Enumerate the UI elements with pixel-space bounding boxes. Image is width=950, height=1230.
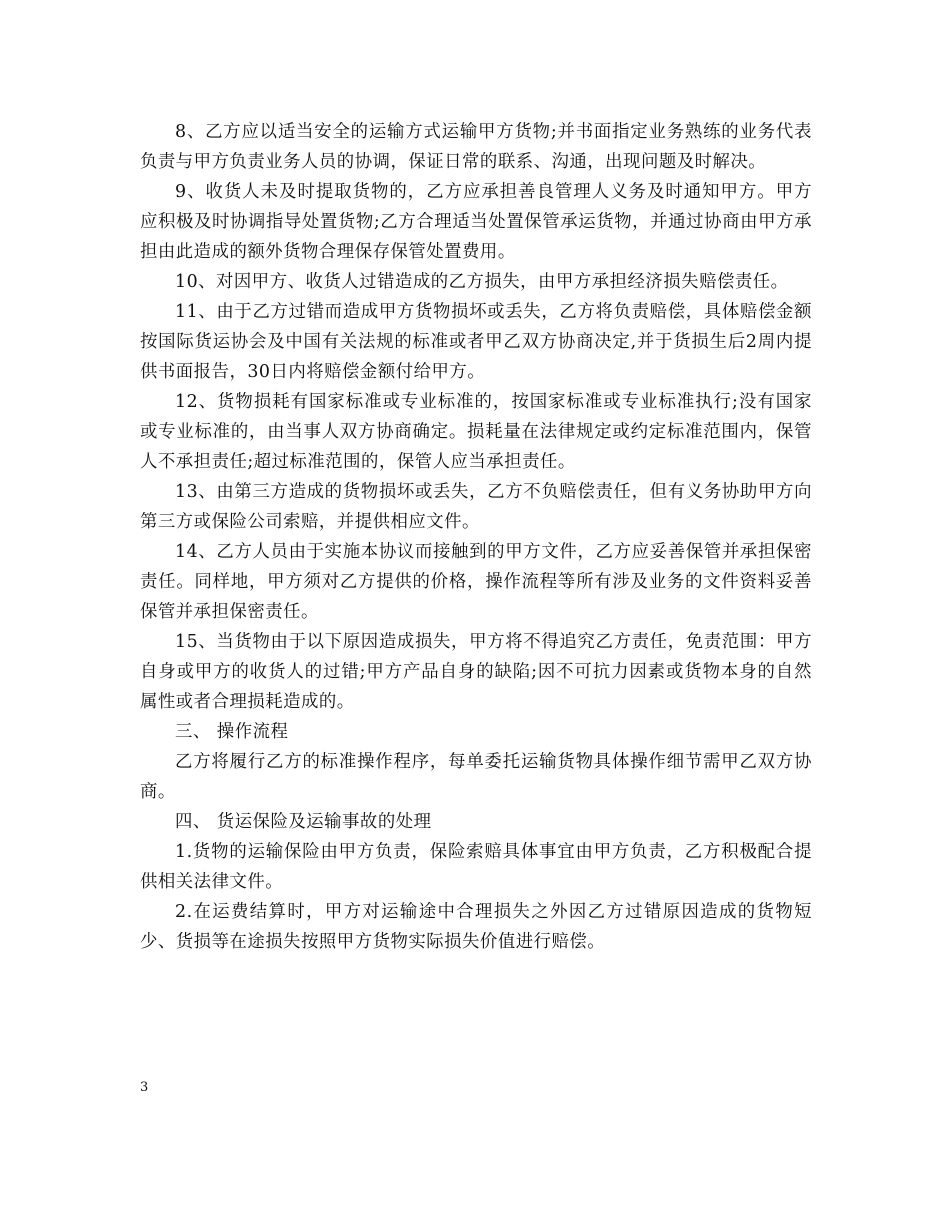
operation-process-text: 乙方将履行乙方的标准操作程序，每单委托运输货物具体操作细节需甲乙双方协商。 xyxy=(140,752,812,802)
page-number: 3 xyxy=(140,1080,149,1095)
clause-13: 13、由第三方造成的货物损坏或丢失，乙方不负赔偿责任，但有义务协助甲方向第三方或保险公司索赔，并提供相应文件。 xyxy=(140,482,812,532)
clause-14: 14、乙方人员由于实施本协议而接触到的甲方文件，乙方应妥善保管并承担保密责任。同样地，甲方须对乙方提供的价格，操作流程等所有涉及业务的文件资料妥善保管并承担保密责任。 xyxy=(140,542,812,622)
clause-8: 8、乙方应以适当安全的运输方式运输甲方货物;并书面指定业务熟练的业务代表负责与甲方负责业务人员的协调，保证日常的联系、沟通，出现问题及时解决。 xyxy=(140,122,812,172)
clause-10: 10、对因甲方、收货人过错造成的乙方损失，由甲方承担经济损失赔偿责任。 xyxy=(175,272,789,292)
clause-9: 9、收货人未及时提取货物的，乙方应承担善良管理人义务及时通知甲方。甲方应积极及时协调指导处置货物;乙方合理适当处置保管承运货物，并通过协商由甲方承担由此造成的额外货物合理保存保管处置费用。 xyxy=(140,182,812,262)
section-heading-insurance: 四、 货运保险及运输事故的处理 xyxy=(175,812,432,832)
insurance-clause-2: 2.在运费结算时，甲方对运输途中合理损失之外因乙方过错原因造成的货物短少、货损等在途损失按照甲方货物实际损失价值进行赔偿。 xyxy=(140,902,812,952)
clause-12: 12、货物损耗有国家标准或专业标准的，按国家标准或专业标准执行;没有国家或专业标准的，由当事人双方协商确定。损耗量在法律规定或约定标准范围内，保管人不承担责任;超过标准范围的，保管人应当承担责任。 xyxy=(140,392,812,472)
insurance-clause-1: 1.货物的运输保险由甲方负责，保险索赔具体事宜由甲方负责，乙方积极配合提供相关法律文件。 xyxy=(140,842,812,892)
clause-15: 15、当货物由于以下原因造成损失，甲方将不得追究乙方责任，免责范围：甲方自身或甲方的收货人的过错;甲方产品自身的缺陷;因不可抗力因素或货物本身的自然属性或者合理损耗造成的。 xyxy=(140,632,812,712)
document-body xyxy=(140,117,812,957)
clause-11: 11、由于乙方过错而造成甲方货物损坏或丢失，乙方将负责赔偿，具体赔偿金额按国际货运协会及中国有关法规的标准或者甲乙双方协商决定,并于货损生后2周内提供书面报告，30日内将赔偿金额付给甲方。 xyxy=(140,302,812,382)
section-heading-operation-process: 三、 操作流程 xyxy=(175,722,289,742)
